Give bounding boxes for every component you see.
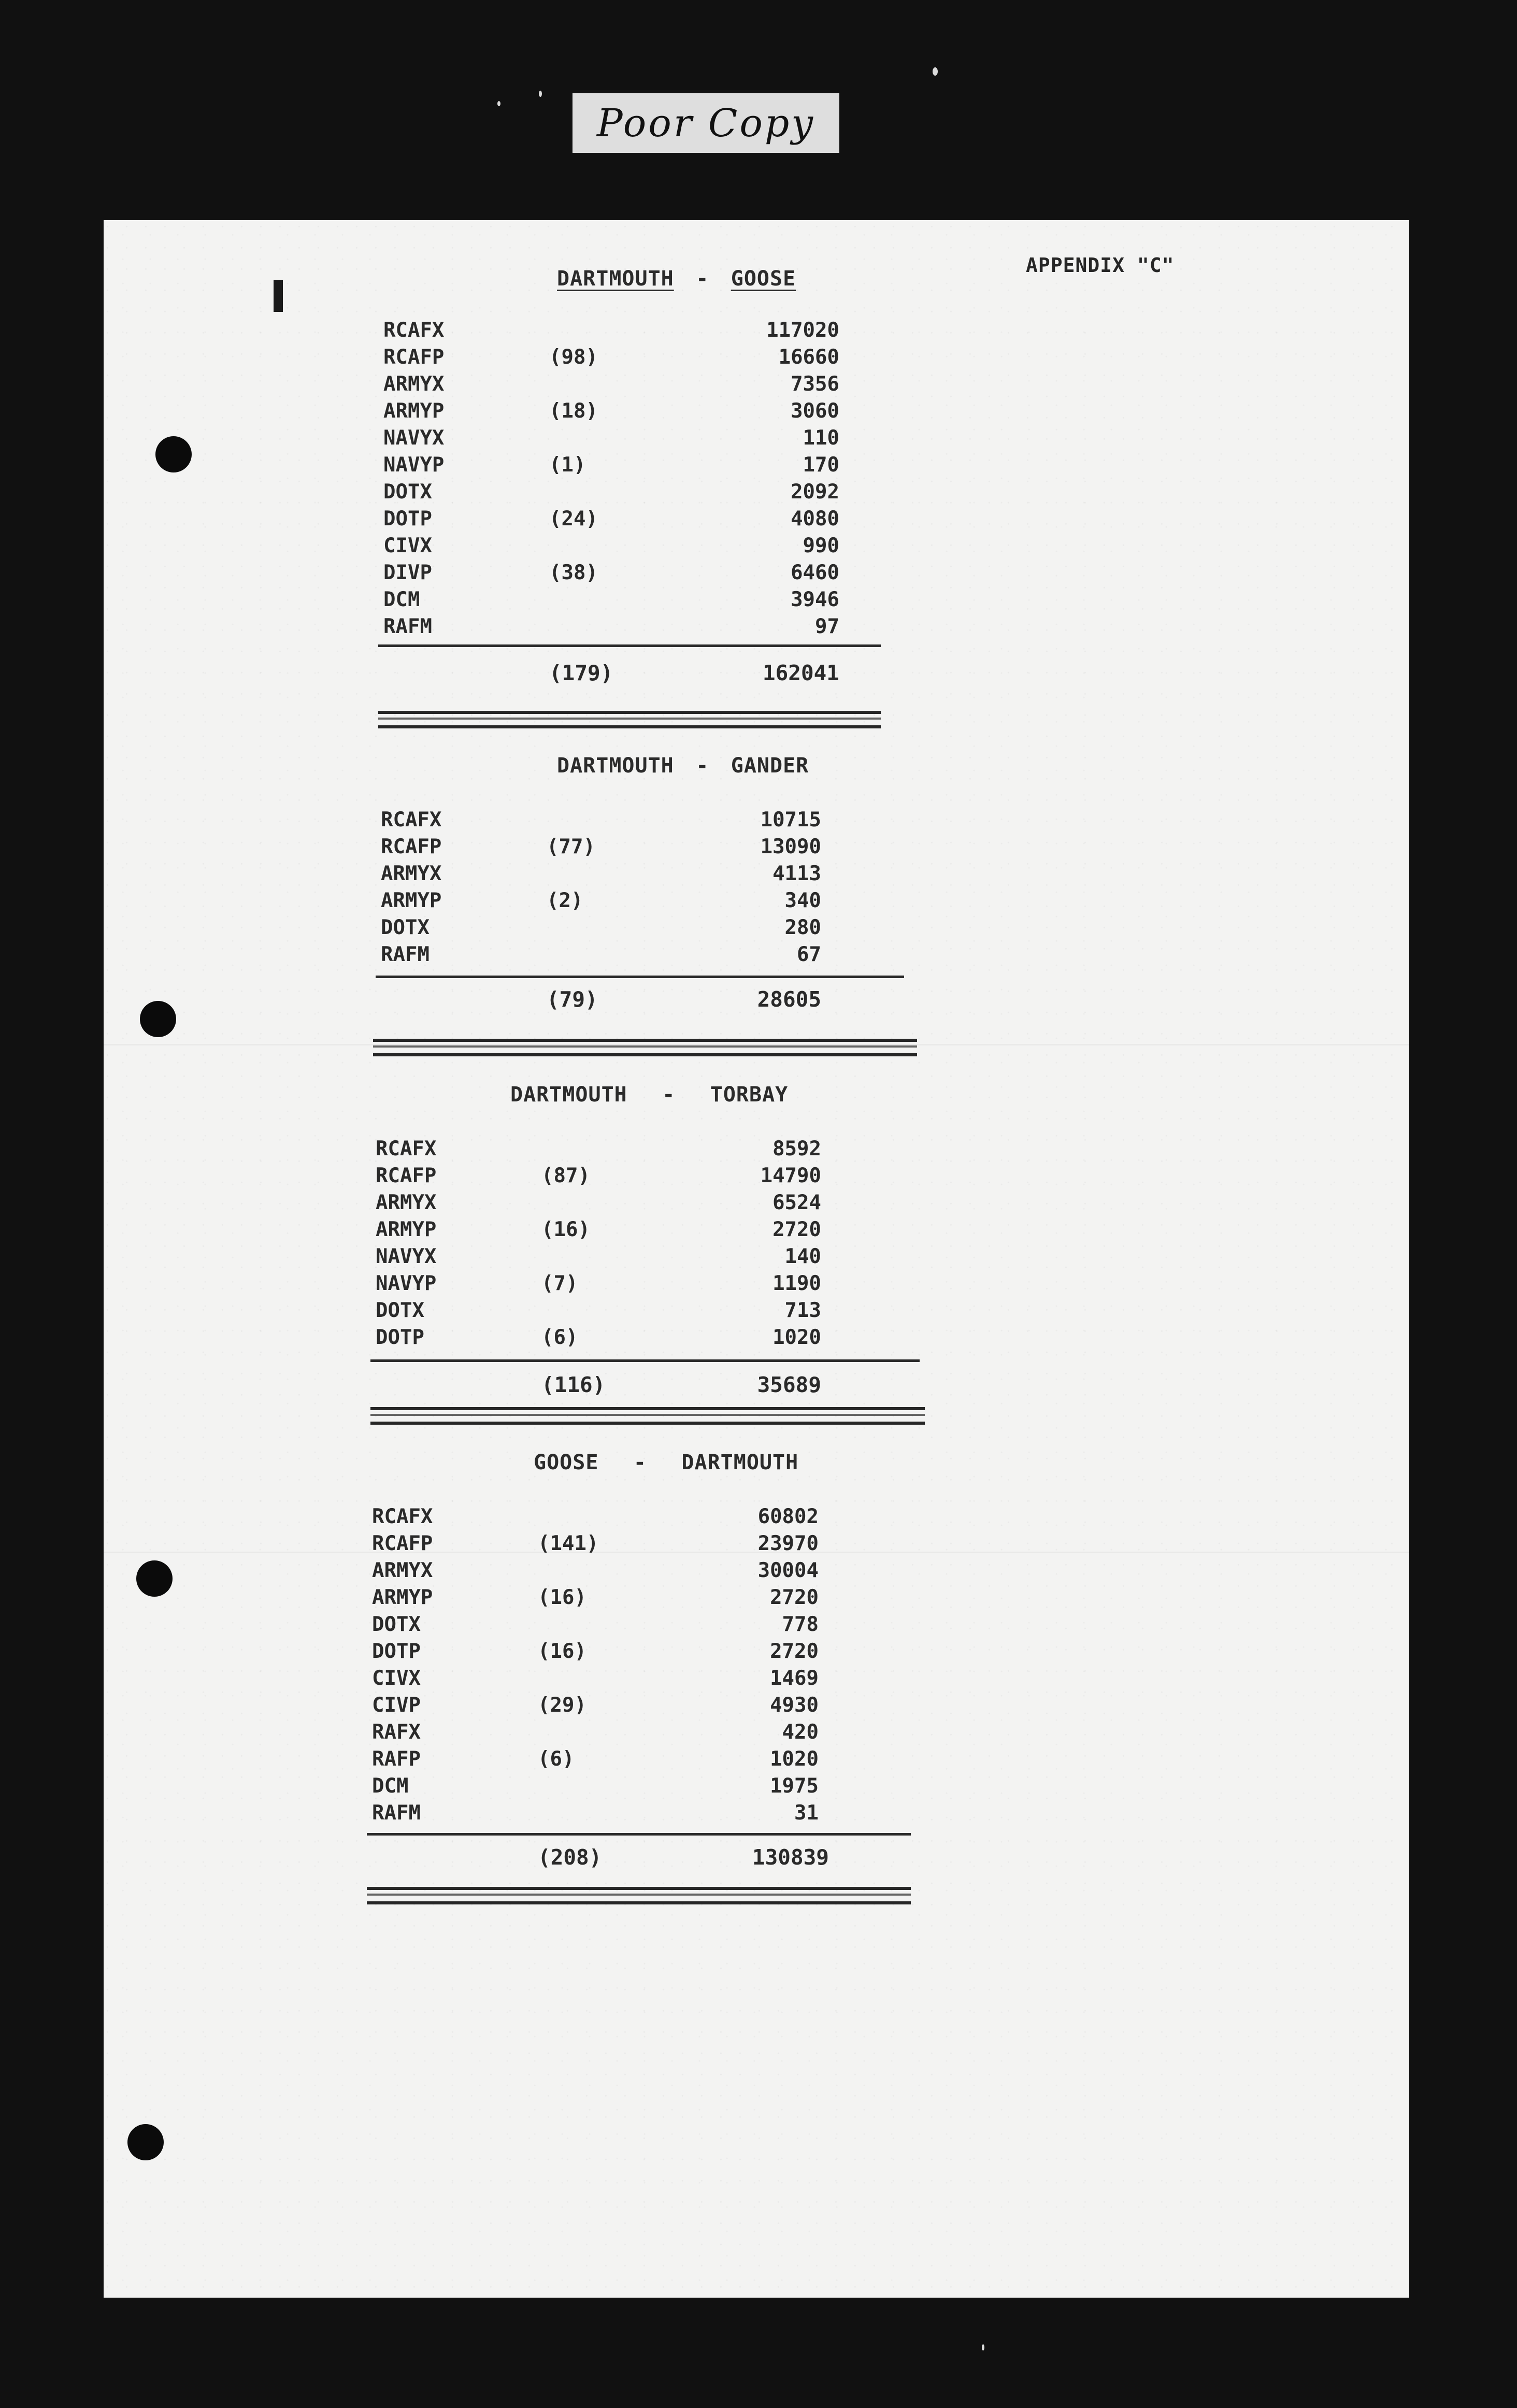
punch-hole — [140, 1001, 176, 1037]
film-speck — [933, 67, 938, 76]
category-code: ARMYP — [383, 399, 445, 423]
weight-value: 4113 — [772, 862, 821, 885]
table-row — [381, 887, 821, 914]
category-code: RAFM — [383, 615, 432, 638]
category-code: DOTP — [372, 1640, 421, 1663]
passenger-count: (87) — [541, 1164, 590, 1187]
section-total — [381, 985, 821, 1013]
weight-value: 1020 — [772, 1326, 821, 1349]
total-value: 28605 — [757, 987, 821, 1012]
route-destination: DARTMOUTH — [681, 1451, 799, 1474]
film-speck — [497, 101, 500, 106]
table-row — [383, 398, 839, 425]
route-origin: DARTMOUTH — [557, 267, 674, 291]
weight-value: 117020 — [766, 319, 839, 342]
category-code: RCAFP — [372, 1532, 433, 1555]
table-row — [372, 1611, 819, 1638]
weight-value: 713 — [784, 1299, 821, 1322]
table-row — [376, 1297, 821, 1324]
weight-value: 6460 — [791, 561, 839, 584]
weight-value: 340 — [784, 889, 821, 912]
total-count: (208) — [538, 1845, 602, 1870]
weight-value: 170 — [803, 453, 839, 477]
section-total — [372, 1843, 829, 1871]
table-row — [376, 1216, 821, 1243]
passenger-count: (7) — [541, 1272, 578, 1295]
weight-value: 10715 — [760, 808, 821, 832]
passenger-count: (141) — [538, 1532, 599, 1555]
table-row — [376, 1243, 821, 1270]
route-destination: TORBAY — [710, 1083, 789, 1107]
table-row — [381, 834, 821, 861]
route-origin: DARTMOUTH — [557, 754, 674, 778]
weight-value: 1020 — [770, 1747, 819, 1771]
weight-value: 6524 — [772, 1191, 821, 1214]
table-row — [383, 344, 839, 371]
weight-value: 778 — [782, 1613, 819, 1636]
category-code: RCAFP — [376, 1164, 437, 1187]
category-code: ARMYP — [372, 1586, 433, 1609]
section-title — [534, 1451, 798, 1474]
total-count: (79) — [547, 987, 598, 1012]
table-row — [376, 1163, 821, 1189]
total-value: 162041 — [762, 661, 839, 685]
table-row — [372, 1584, 819, 1611]
weight-value: 280 — [784, 916, 821, 939]
weight-value: 140 — [784, 1245, 821, 1268]
punch-hole — [155, 436, 192, 472]
category-code: RCAFX — [383, 319, 445, 342]
section-title — [510, 1083, 788, 1107]
weight-value: 2092 — [791, 480, 839, 504]
category-code: RAFM — [381, 943, 430, 966]
category-code: NAVYP — [376, 1272, 437, 1295]
category-code: DCM — [372, 1774, 409, 1798]
table-row — [372, 1773, 819, 1800]
passenger-count: (77) — [547, 835, 595, 858]
weight-value: 2720 — [770, 1640, 819, 1663]
film-speck — [982, 2344, 984, 2350]
route-dash: - — [696, 267, 709, 291]
weight-value: 97 — [815, 615, 839, 638]
passenger-count: (38) — [549, 561, 598, 584]
ink-mark — [274, 280, 283, 312]
category-code: RCAFX — [376, 1137, 437, 1160]
subtotal-rule — [367, 1833, 911, 1836]
table-row — [376, 1189, 821, 1216]
category-code: ARMYP — [381, 889, 442, 912]
table-row — [383, 613, 839, 640]
double-rule — [367, 1887, 911, 1904]
category-code: NAVYX — [383, 426, 445, 450]
category-code: ARMYX — [381, 862, 442, 885]
passenger-count: (98) — [549, 346, 598, 369]
subtotal-rule — [378, 644, 881, 647]
film-speck — [539, 91, 542, 97]
category-code: ARMYP — [376, 1218, 437, 1241]
table-row — [376, 1136, 821, 1163]
table-row — [372, 1800, 819, 1827]
table-row — [381, 807, 821, 834]
table-row — [381, 941, 821, 968]
table-row — [381, 914, 821, 941]
weight-value: 23970 — [757, 1532, 819, 1555]
category-code: DOTP — [383, 507, 432, 531]
table-row — [372, 1638, 819, 1665]
weight-value: 1469 — [770, 1667, 819, 1690]
subtotal-rule — [370, 1359, 920, 1362]
subtotal-rule — [376, 976, 904, 978]
weight-value: 67 — [797, 943, 821, 966]
weight-value: 4080 — [791, 507, 839, 531]
weight-value: 2720 — [772, 1218, 821, 1241]
category-code: NAVYX — [376, 1245, 437, 1268]
table-row — [383, 479, 839, 506]
passenger-count: (6) — [538, 1747, 575, 1771]
category-code: DOTX — [381, 916, 430, 939]
category-code: ARMYX — [376, 1191, 437, 1214]
section-total — [376, 1371, 821, 1399]
route-dash: - — [662, 1083, 676, 1107]
table-row — [383, 425, 839, 452]
weight-value: 110 — [803, 426, 839, 450]
category-code: CIVP — [372, 1694, 421, 1717]
weight-value: 31 — [794, 1801, 819, 1825]
category-code: CIVX — [372, 1667, 421, 1690]
total-count: (116) — [541, 1372, 606, 1397]
total-value: 130839 — [752, 1845, 829, 1870]
category-code: NAVYP — [383, 453, 445, 477]
weight-value: 3946 — [791, 588, 839, 611]
weight-value: 1975 — [770, 1774, 819, 1798]
table-row — [372, 1665, 819, 1692]
punch-hole — [136, 1560, 173, 1597]
weight-value: 8592 — [772, 1137, 821, 1160]
weight-value: 16660 — [778, 346, 839, 369]
route-destination: GANDER — [731, 754, 809, 778]
route-origin: DARTMOUTH — [510, 1083, 627, 1107]
appendix-label: APPENDIX "C" — [1026, 254, 1175, 277]
category-code: RAFX — [372, 1721, 421, 1744]
category-code: ARMYX — [372, 1559, 433, 1582]
table-row — [376, 1270, 821, 1297]
category-code: DOTX — [372, 1613, 421, 1636]
category-code: RAFP — [372, 1747, 421, 1771]
double-rule — [378, 711, 881, 728]
weight-value: 2720 — [770, 1586, 819, 1609]
passenger-count: (29) — [538, 1694, 586, 1717]
section-total — [383, 659, 839, 687]
category-code: RAFM — [372, 1801, 421, 1825]
table-row — [372, 1530, 819, 1557]
table-row — [372, 1692, 819, 1719]
section-title — [557, 267, 796, 291]
table-row — [372, 1503, 819, 1530]
table-row — [372, 1557, 819, 1584]
poor-copy-label — [573, 93, 839, 153]
passenger-count: (2) — [547, 889, 583, 912]
total-count: (179) — [549, 661, 613, 685]
passenger-count: (24) — [549, 507, 598, 531]
passenger-count: (16) — [538, 1586, 586, 1609]
table-row — [383, 452, 839, 479]
category-code: DOTP — [376, 1326, 424, 1349]
weight-value: 3060 — [791, 399, 839, 423]
category-code: DIVP — [383, 561, 432, 584]
passenger-count: (18) — [549, 399, 598, 423]
passenger-count: (16) — [538, 1640, 586, 1663]
table-row — [372, 1719, 819, 1746]
weight-value: 30004 — [757, 1559, 819, 1582]
weight-value: 60802 — [757, 1505, 819, 1528]
weight-value: 1190 — [772, 1272, 821, 1295]
table-row — [381, 861, 821, 887]
passenger-count: (1) — [549, 453, 586, 477]
weight-value: 4930 — [770, 1694, 819, 1717]
route-dash: - — [696, 754, 709, 778]
category-code: RCAFP — [381, 835, 442, 858]
table-row — [383, 533, 839, 560]
category-code: RCAFP — [383, 346, 445, 369]
weight-value: 990 — [803, 534, 839, 557]
table-row — [383, 371, 839, 398]
category-code: CIVX — [383, 534, 432, 557]
punch-hole — [127, 2124, 164, 2160]
table-row — [383, 317, 839, 344]
total-value: 35689 — [757, 1372, 821, 1397]
category-code: RCAFX — [372, 1505, 433, 1528]
weight-value: 13090 — [760, 835, 821, 858]
weight-value: 14790 — [760, 1164, 821, 1187]
table-row — [383, 560, 839, 586]
table-row — [376, 1324, 821, 1351]
route-dash: - — [633, 1451, 647, 1474]
weight-value: 7356 — [791, 372, 839, 396]
category-code: DCM — [383, 588, 420, 611]
poor-copy-text: Poor Copy — [596, 101, 815, 146]
route-destination: GOOSE — [731, 267, 796, 291]
double-rule — [373, 1039, 917, 1056]
table-row — [383, 506, 839, 533]
table-row — [383, 586, 839, 613]
double-rule — [370, 1407, 925, 1425]
category-code: DOTX — [376, 1299, 424, 1322]
passenger-count: (6) — [541, 1326, 578, 1349]
table-row — [372, 1746, 819, 1773]
section-title — [557, 754, 809, 778]
category-code: DOTX — [383, 480, 432, 504]
passenger-count: (16) — [541, 1218, 590, 1241]
route-origin: GOOSE — [534, 1451, 599, 1474]
category-code: ARMYX — [383, 372, 445, 396]
category-code: RCAFX — [381, 808, 442, 832]
weight-value: 420 — [782, 1721, 819, 1744]
